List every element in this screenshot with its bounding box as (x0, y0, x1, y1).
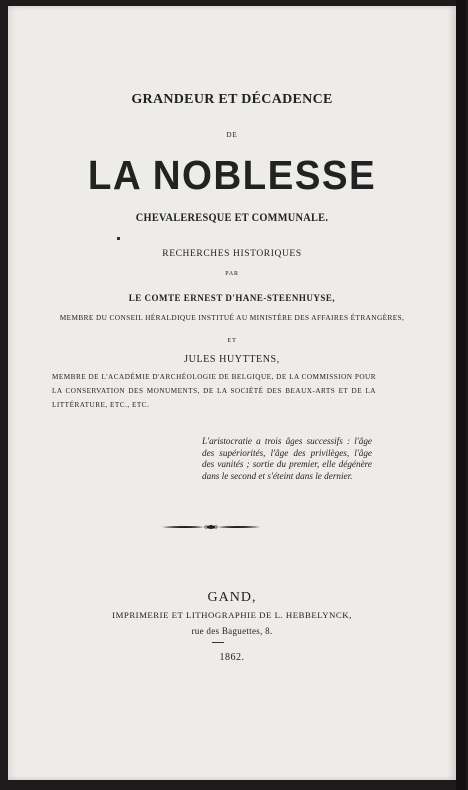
book-spine (456, 0, 466, 790)
author-2-description: MEMBRE DE L'ACADÉMIE D'ARCHÉOLOGIE DE BELGIQUE, DE LA COMMISSION POUR LA CONSERVATION DES MONUMENTS, DE LA SOCIÉTÉ DES BEAUX-ARTS ET DE LA LITTÉRATURE, ETC., ETC. (52, 373, 376, 409)
printer: IMPRIMERIE ET LITHOGRAPHIE DE L. HEBBELYNCK, (112, 610, 352, 620)
ink-speck (117, 237, 120, 240)
epigraph: L'aristocratie a trois âges successifs : l'âge des supériorités, l'âge des privilèges, l'âge des vanités ; sortie du premier, elle dégénère dans le second et s'éteint dans le dernier. (202, 436, 372, 481)
title-connector: DE (226, 131, 238, 139)
main-title: LA NOBLESSE (87, 152, 377, 198)
author-2: JULES HUYTTENS, (184, 354, 280, 365)
subtitle: CHEVALERESQUE ET COMMUNALE. (135, 212, 329, 224)
city: GAND, (207, 590, 257, 605)
title-line-1: GRANDEUR ET DÉCADENCE (131, 92, 333, 107)
author-1: LE COMTE ERNEST D'HANE-STEENHUYSE, (128, 293, 336, 303)
ornament-divider (160, 522, 262, 532)
short-rule (212, 642, 224, 643)
publication-year: 1862. (219, 652, 245, 663)
author-1-description: MEMBRE DU CONSEIL HÉRALDIQUE INSTITUÉ AU MINISTÈRE DES AFFAIRES ÉTRANGÈRES, (59, 313, 405, 322)
et-line: ET (227, 337, 237, 344)
genre-line: RECHERCHES HISTORIQUES (162, 249, 302, 259)
par-line: PAR (225, 271, 239, 277)
printer-address: rue des Baguettes, 8. (191, 626, 273, 636)
book-page (8, 6, 456, 780)
